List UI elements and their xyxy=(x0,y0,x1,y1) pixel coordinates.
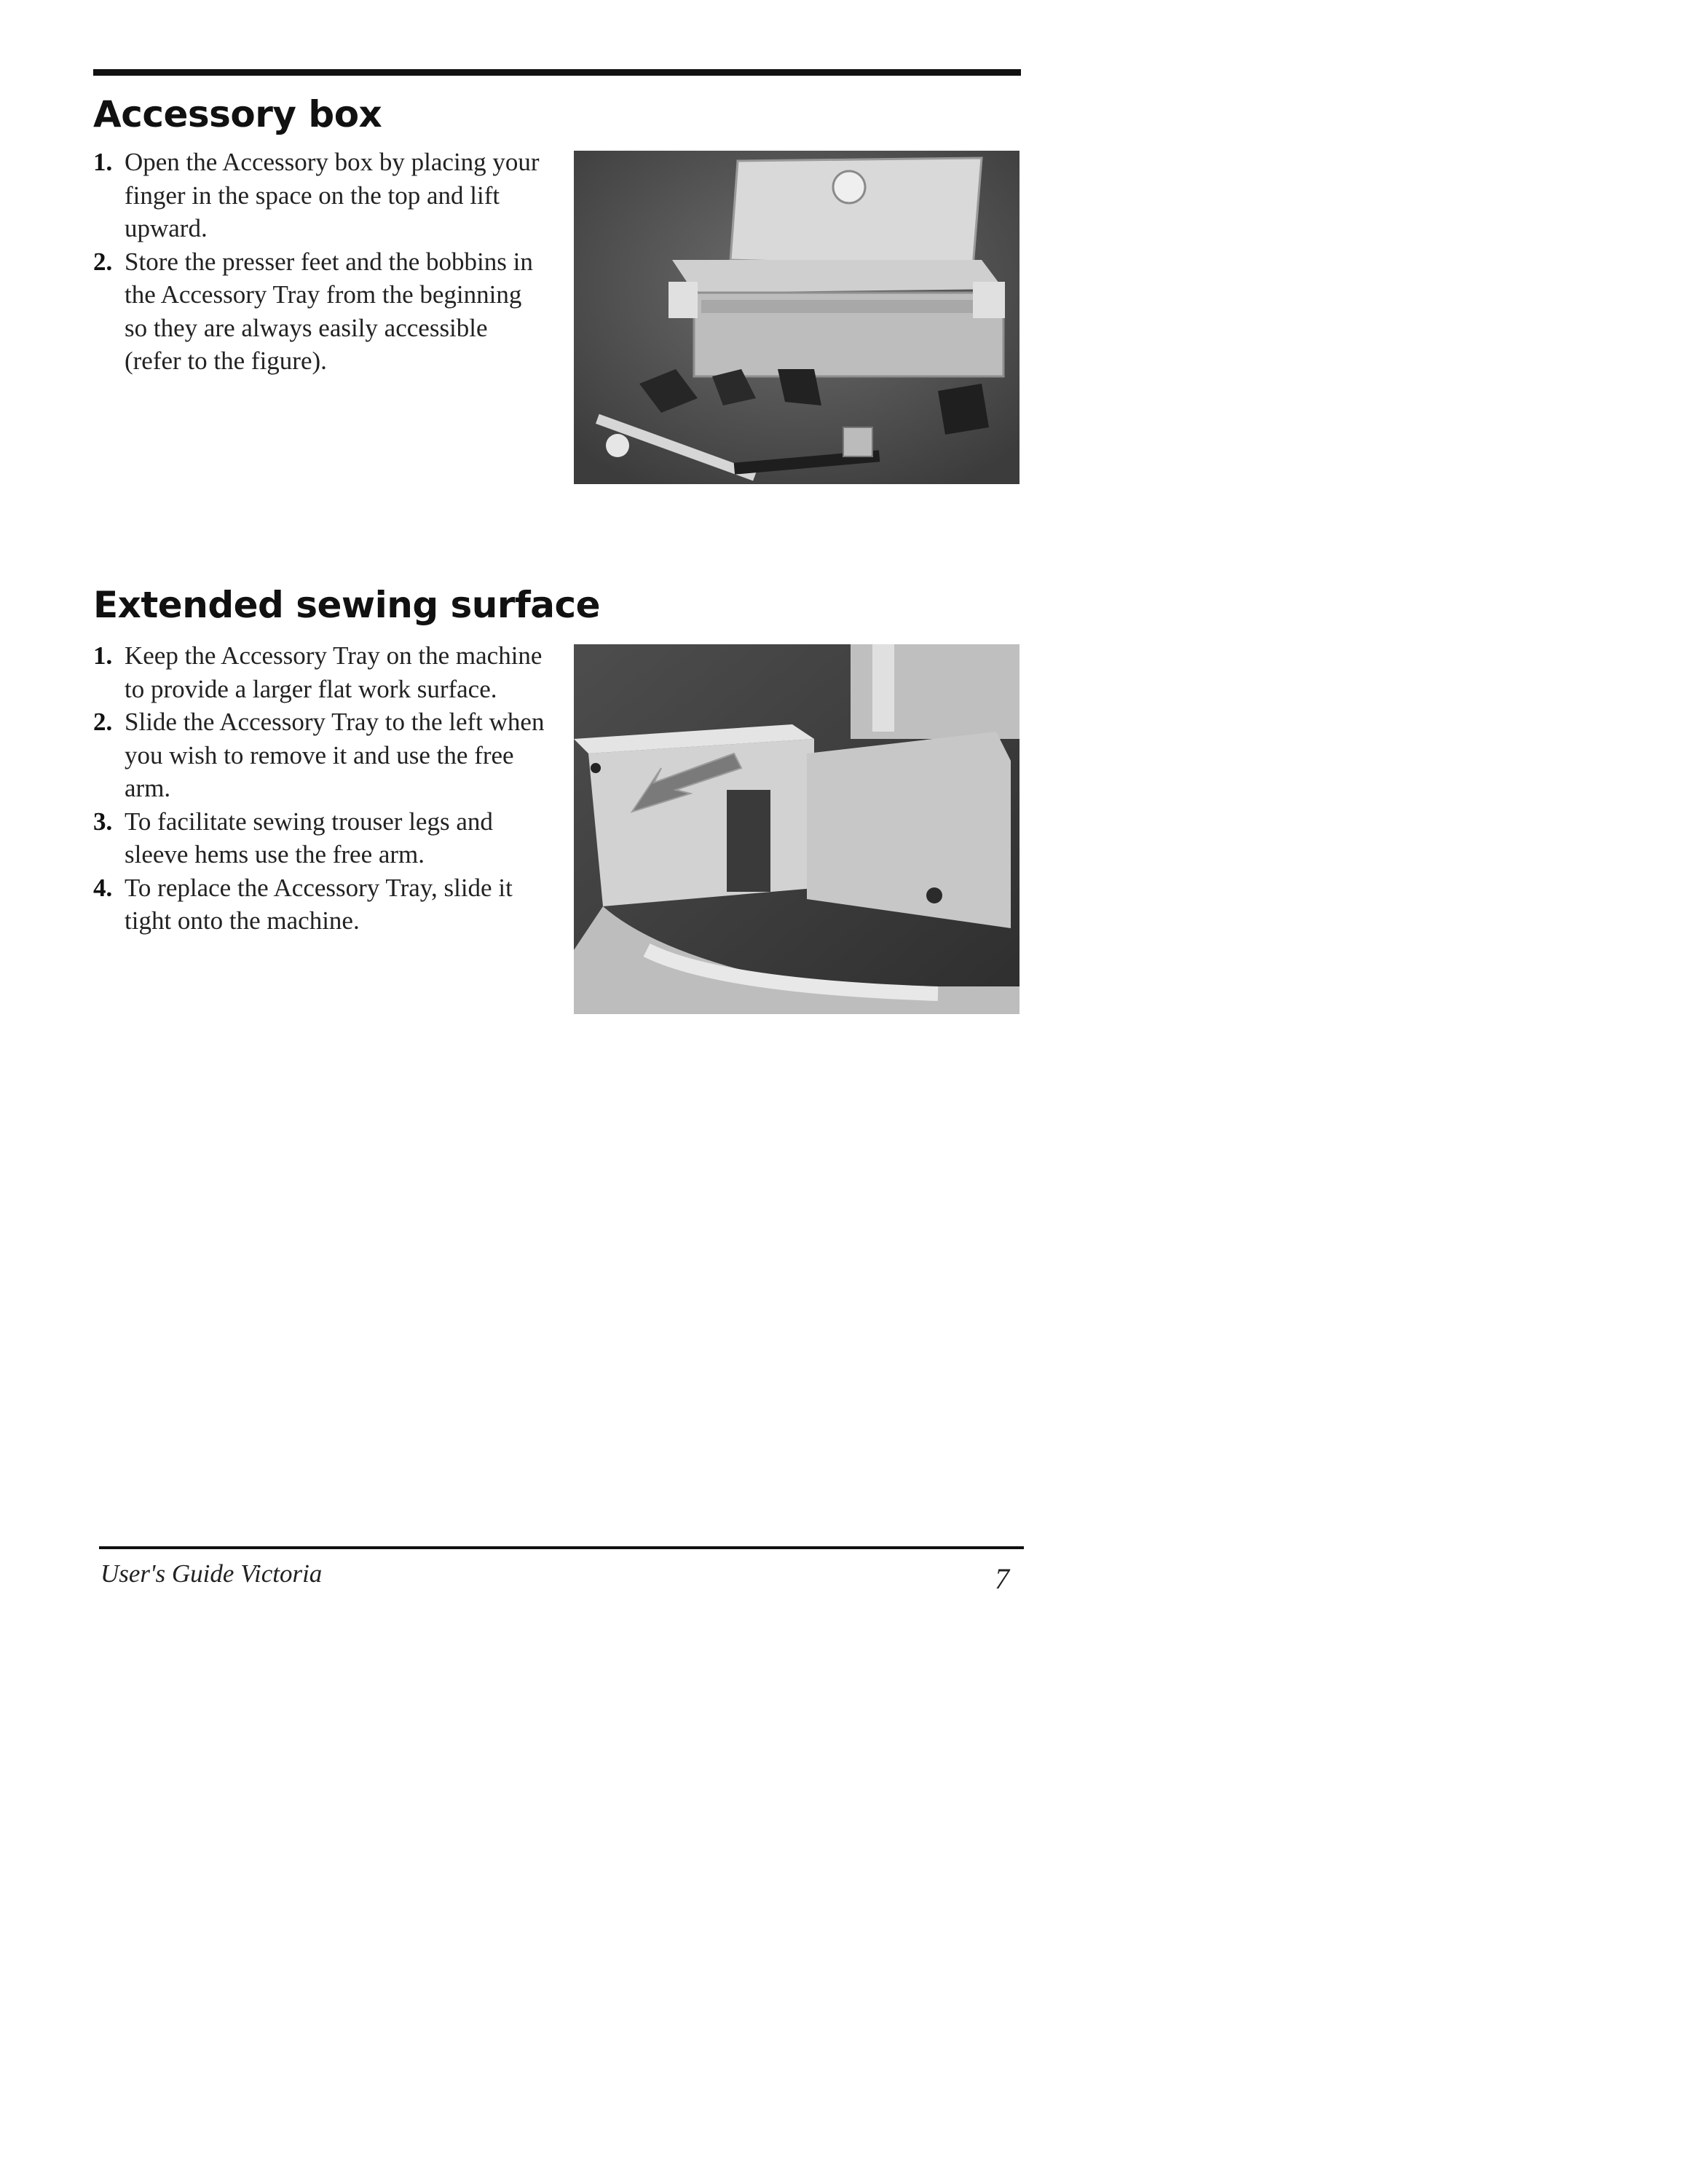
top-rule xyxy=(93,69,1021,76)
step-text: To replace the Accessory Tray, slide it tight onto the machine. xyxy=(125,873,513,935)
footer-rule xyxy=(99,1546,1024,1549)
list-item xyxy=(93,245,545,378)
step-number: 2. xyxy=(93,247,113,276)
list-item xyxy=(93,871,545,938)
step-number: 3. xyxy=(93,807,113,836)
step-text: Keep the Accessory Tray on the machine to provide a larger flat work surface. xyxy=(125,641,543,703)
step-text: Open the Accessory box by placing your finger in the space on the top and lift upward. xyxy=(125,148,540,242)
step-text: Store the presser feet and the bobbins in the Accessory Tray from the beginning so they are always easily accessible (refer to the figure). xyxy=(125,247,533,375)
accessory-box-photo xyxy=(574,151,1019,484)
step-text: Slide the Accessory Tray to the left when you wish to remove it and use the free arm. xyxy=(125,708,545,802)
list-item xyxy=(93,805,545,871)
extended-surface-steps xyxy=(93,639,545,938)
sewing-machine-illustration xyxy=(574,644,1019,1014)
step-number: 1. xyxy=(93,148,113,176)
accessory-box-steps xyxy=(93,146,545,378)
step-number: 1. xyxy=(93,641,113,670)
page-number: 7 xyxy=(995,1562,1009,1595)
step-number: 4. xyxy=(93,873,113,902)
step-number: 2. xyxy=(93,708,113,736)
list-item xyxy=(93,639,545,705)
list-item xyxy=(93,146,545,245)
step-text: To facilitate sewing trouser legs and sleeve hems use the free arm. xyxy=(125,807,493,869)
accessory-box-illustration xyxy=(574,151,1019,484)
section-title-extended-sewing-surface: Extended sewing surface xyxy=(93,584,601,626)
footer-guide-title: User's Guide Victoria xyxy=(100,1559,323,1588)
list-item xyxy=(93,705,545,805)
section-title-accessory-box: Accessory box xyxy=(93,93,382,135)
sewing-surface-photo xyxy=(574,644,1019,1014)
